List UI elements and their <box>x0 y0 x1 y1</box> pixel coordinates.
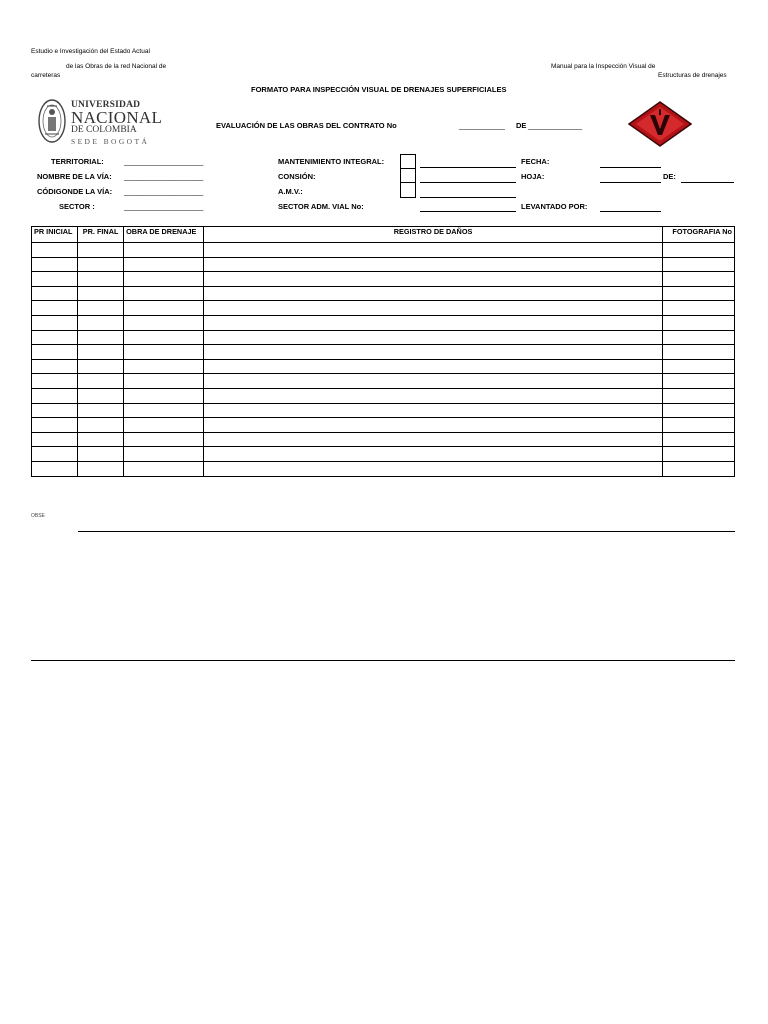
cell-pr-final[interactable] <box>78 257 124 272</box>
cell-pr-inicial[interactable] <box>32 257 78 272</box>
col-header-obra-drenaje: OBRA DE DRENAJE <box>124 227 204 243</box>
header-line-1: Estudio e Investigación del Estado Actual <box>31 48 150 55</box>
cell-registro-danos[interactable] <box>204 403 663 418</box>
evaluation-label: EVALUACIÓN DE LAS OBRAS DEL CONTRATO No <box>216 121 397 130</box>
cell-obra-drenaje[interactable] <box>124 461 204 476</box>
cell-fotografia[interactable] <box>662 315 734 330</box>
cell-pr-final[interactable] <box>78 345 124 360</box>
table-row <box>32 388 735 403</box>
amv-checkbox[interactable] <box>400 182 416 198</box>
logo-line-3: DE COLOMBIA <box>71 125 137 135</box>
cell-registro-danos[interactable] <box>204 330 663 345</box>
logo-line-4: SEDE BOGOTÁ <box>71 137 150 146</box>
consion-label: CONSIÓN: <box>278 172 316 181</box>
cell-pr-final[interactable] <box>78 272 124 287</box>
cell-registro-danos[interactable] <box>204 388 663 403</box>
cell-pr-inicial[interactable] <box>32 461 78 476</box>
table-row <box>32 345 735 360</box>
header-right-1: Manual para la Inspección Visual de <box>551 63 656 70</box>
amv-label: A.M.V.: <box>278 187 303 196</box>
logo-line-1: UNIVERSIDAD <box>71 100 141 110</box>
form-title: FORMATO PARA INSPECCIÓN VISUAL DE DRENAJES SUPERFICIALES <box>251 85 507 94</box>
cell-registro-danos[interactable] <box>204 432 663 447</box>
cell-pr-inicial[interactable] <box>32 345 78 360</box>
cell-fotografia[interactable] <box>662 345 734 360</box>
amv-line[interactable] <box>420 197 516 198</box>
cell-fotografia[interactable] <box>662 374 734 389</box>
cell-pr-final[interactable] <box>78 418 124 433</box>
cell-registro-danos[interactable] <box>204 345 663 360</box>
codigo-via-field[interactable]: ___________________ <box>124 187 204 196</box>
cell-obra-drenaje[interactable] <box>124 243 204 258</box>
observations-line-1[interactable] <box>78 531 735 532</box>
cell-pr-final[interactable] <box>78 447 124 462</box>
cell-pr-inicial[interactable] <box>32 272 78 287</box>
header-line-2: de las Obras de la red Nacional de <box>66 63 167 70</box>
cell-pr-inicial[interactable] <box>32 315 78 330</box>
cell-fotografia[interactable] <box>662 286 734 301</box>
cell-fotografia[interactable] <box>662 330 734 345</box>
cell-pr-inicial[interactable] <box>32 388 78 403</box>
evaluation-de: DE <box>516 121 527 130</box>
mantenimiento-line[interactable] <box>420 167 516 168</box>
cell-fotografia[interactable] <box>662 243 734 258</box>
cell-pr-final[interactable] <box>78 301 124 316</box>
cell-pr-inicial[interactable] <box>32 359 78 374</box>
cell-obra-drenaje[interactable] <box>124 388 204 403</box>
mantenimiento-label: MANTENIMIENTO INTEGRAL: <box>278 157 385 166</box>
cell-registro-danos[interactable] <box>204 301 663 316</box>
table-row <box>32 257 735 272</box>
cell-obra-drenaje[interactable] <box>124 374 204 389</box>
cell-registro-danos[interactable] <box>204 359 663 374</box>
cell-obra-drenaje[interactable] <box>124 432 204 447</box>
cell-pr-inicial[interactable] <box>32 418 78 433</box>
cell-pr-final[interactable] <box>78 461 124 476</box>
cell-obra-drenaje[interactable] <box>124 257 204 272</box>
cell-pr-inicial[interactable] <box>32 243 78 258</box>
table-row <box>32 286 735 301</box>
cell-pr-final[interactable] <box>78 330 124 345</box>
cell-obra-drenaje[interactable] <box>124 418 204 433</box>
col-header-pr-final: PR. FINAL <box>78 227 124 243</box>
cell-pr-final[interactable] <box>78 403 124 418</box>
table-row <box>32 359 735 374</box>
cell-registro-danos[interactable] <box>204 418 663 433</box>
cell-obra-drenaje[interactable] <box>124 315 204 330</box>
cell-pr-final[interactable] <box>78 315 124 330</box>
cell-registro-danos[interactable] <box>204 447 663 462</box>
cell-pr-inicial[interactable] <box>32 286 78 301</box>
cell-fotografia[interactable] <box>662 432 734 447</box>
sector-adm-line[interactable] <box>420 211 516 212</box>
table-header-row <box>32 227 735 243</box>
col-header-fotografia: FOTOGRAFIA No <box>662 227 734 243</box>
cell-obra-drenaje[interactable] <box>124 286 204 301</box>
cell-fotografia[interactable] <box>662 359 734 374</box>
col-header-registro-danos: REGISTRO DE DAÑOS <box>204 227 663 243</box>
cell-fotografia[interactable] <box>662 257 734 272</box>
cell-registro-danos[interactable] <box>204 461 663 476</box>
cell-pr-inicial[interactable] <box>32 447 78 462</box>
evaluation-blank-2[interactable]: _____________ <box>528 121 583 130</box>
cell-pr-inicial[interactable] <box>32 403 78 418</box>
logo-line-2: NACIONAL <box>71 108 163 127</box>
observations-label: OBSE <box>31 513 45 519</box>
cell-obra-drenaje[interactable] <box>124 359 204 374</box>
university-crest-icon <box>37 98 67 144</box>
cell-obra-drenaje[interactable] <box>124 447 204 462</box>
invias-diamond-logo-icon <box>628 101 692 147</box>
col-header-pr-inicial: PR INICIAL <box>32 227 78 243</box>
nombre-via-field[interactable]: ___________________ <box>124 172 204 181</box>
cell-pr-final[interactable] <box>78 286 124 301</box>
table-row <box>32 461 735 476</box>
table-row <box>32 315 735 330</box>
hoja-label: HOJA: <box>521 172 545 181</box>
cell-pr-inicial[interactable] <box>32 374 78 389</box>
table-row <box>32 403 735 418</box>
cell-obra-drenaje[interactable] <box>124 345 204 360</box>
territorial-label: TERRITORIAL: <box>51 157 104 166</box>
cell-pr-final[interactable] <box>78 388 124 403</box>
hoja-de-label: DE: <box>663 172 676 181</box>
consion-line[interactable] <box>420 182 516 183</box>
sector-field[interactable]: ___________________ <box>124 202 204 211</box>
cell-obra-drenaje[interactable] <box>124 330 204 345</box>
table-row <box>32 330 735 345</box>
cell-obra-drenaje[interactable] <box>124 403 204 418</box>
levantado-label: LEVANTADO POR: <box>521 202 588 211</box>
observations-bottom-line <box>31 660 735 661</box>
cell-registro-danos[interactable] <box>204 257 663 272</box>
cell-fotografia[interactable] <box>662 418 734 433</box>
evaluation-blank-1[interactable]: ___________ <box>459 121 505 130</box>
hoja-de-line[interactable] <box>681 182 734 183</box>
mantenimiento-checkbox[interactable] <box>400 154 416 169</box>
cell-fotografia[interactable] <box>662 388 734 403</box>
sector-label: SECTOR : <box>59 202 95 211</box>
cell-fotografia[interactable] <box>662 461 734 476</box>
cell-pr-inicial[interactable] <box>32 432 78 447</box>
cell-pr-inicial[interactable] <box>32 301 78 316</box>
table-row <box>32 272 735 287</box>
cell-fotografia[interactable] <box>662 301 734 316</box>
cell-pr-final[interactable] <box>78 243 124 258</box>
cell-registro-danos[interactable] <box>204 243 663 258</box>
sector-adm-label: SECTOR ADM. VIAL No: <box>278 202 364 211</box>
table-row <box>32 301 735 316</box>
cell-pr-inicial[interactable] <box>32 330 78 345</box>
fecha-label: FECHA: <box>521 157 550 166</box>
header-line-3: carreteras <box>31 72 61 79</box>
table-row <box>32 447 735 462</box>
levantado-line[interactable] <box>600 211 661 212</box>
cell-fotografia[interactable] <box>662 403 734 418</box>
cell-pr-final[interactable] <box>78 359 124 374</box>
table-row <box>32 418 735 433</box>
hoja-line[interactable] <box>600 182 661 183</box>
cell-fotografia[interactable] <box>662 447 734 462</box>
table-row <box>32 374 735 389</box>
cell-registro-danos[interactable] <box>204 286 663 301</box>
cell-obra-drenaje[interactable] <box>124 301 204 316</box>
cell-fotografia[interactable] <box>662 272 734 287</box>
cell-pr-final[interactable] <box>78 374 124 389</box>
codigo-via-label: CÓDIGONDE LA VÍA: <box>37 187 113 196</box>
cell-registro-danos[interactable] <box>204 315 663 330</box>
nombre-via-label: NOMBRE DE LA VÍA: <box>37 172 112 181</box>
table-row <box>32 432 735 447</box>
header-right-2: Estructuras de drenajes <box>658 72 727 79</box>
fecha-line[interactable] <box>600 167 661 168</box>
consion-checkbox[interactable] <box>400 168 416 183</box>
damage-register-table <box>31 226 735 477</box>
territorial-field[interactable]: ___________________ <box>124 157 204 166</box>
table-row <box>32 243 735 258</box>
cell-registro-danos[interactable] <box>204 374 663 389</box>
cell-registro-danos[interactable] <box>204 272 663 287</box>
cell-pr-final[interactable] <box>78 432 124 447</box>
cell-obra-drenaje[interactable] <box>124 272 204 287</box>
